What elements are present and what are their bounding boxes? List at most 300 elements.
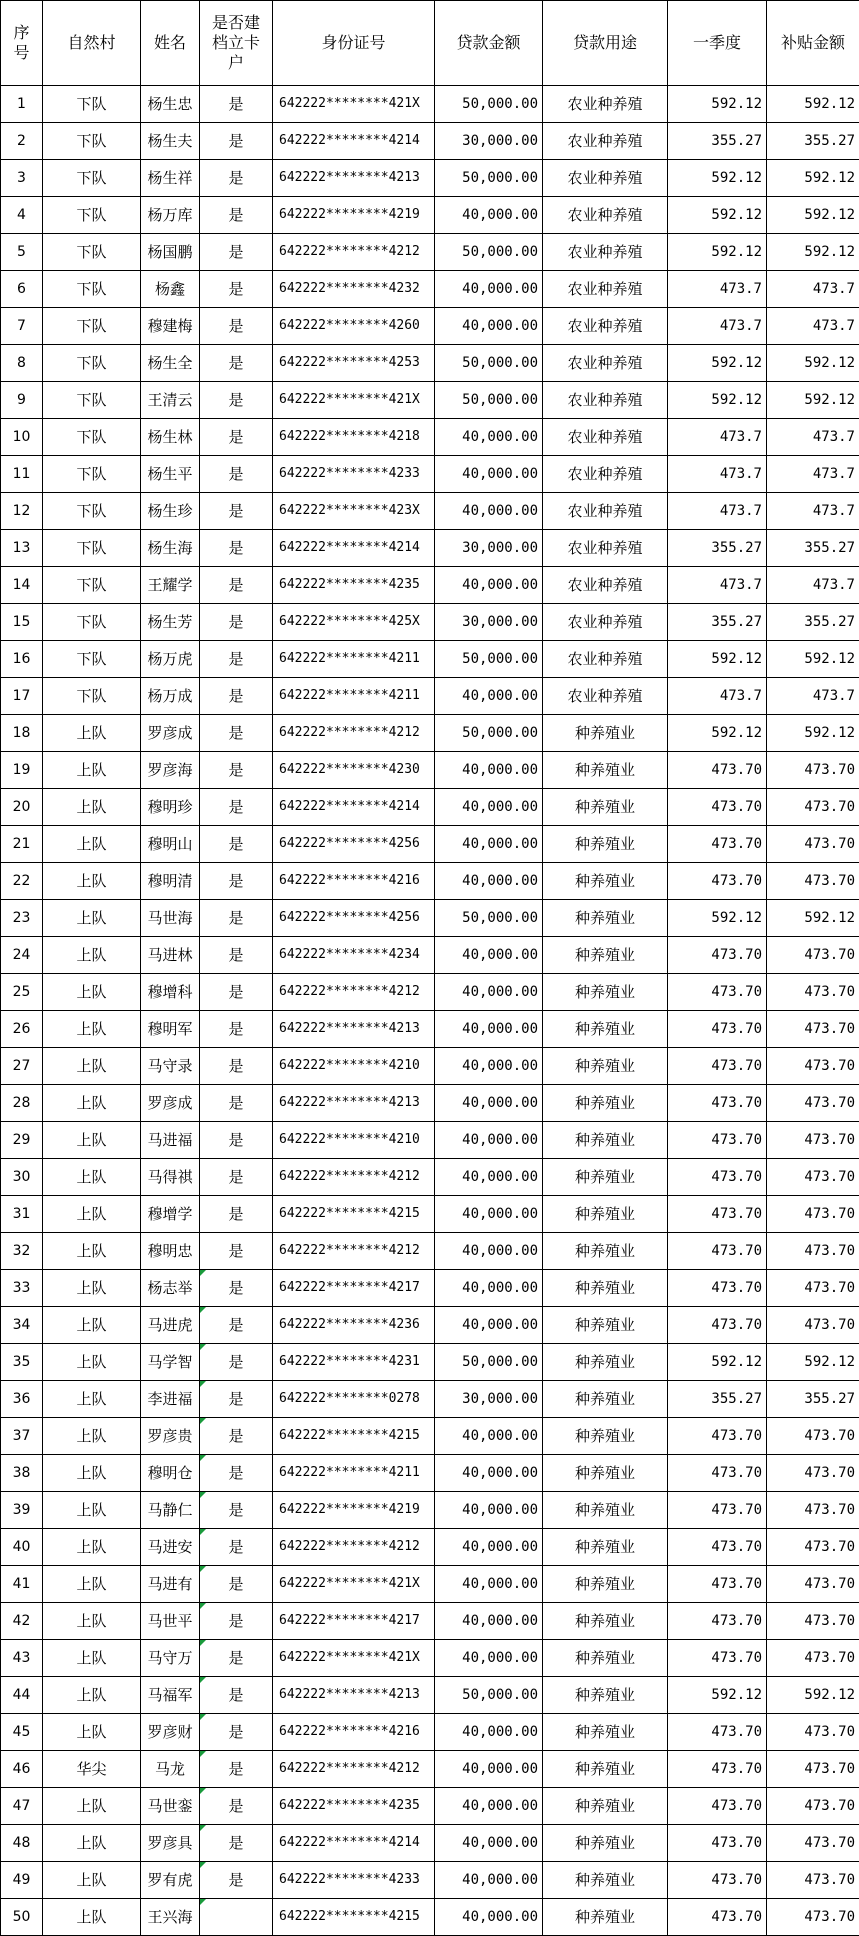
cell-first-quarter: 592.12 [668,641,767,678]
cell-loan-amount: 50,000.00 [435,86,543,123]
cell-id-number: 642222********4217 [273,1603,435,1640]
table-row [1,1011,859,1048]
cell-first-quarter: 592.12 [668,715,767,752]
table-row [1,1196,859,1233]
cell-name: 杨生忠 [141,86,200,123]
cell-loan-amount: 40,000.00 [435,1048,543,1085]
table-row [1,1048,859,1085]
table-row [1,123,859,160]
cell-loan-purpose: 种养殖业 [543,1899,668,1936]
cell-loan-purpose: 农业种养殖 [543,345,668,382]
cell-subsidy-amount: 473.70 [767,1159,859,1196]
cell-name: 杨生林 [141,419,200,456]
cell-seq: 24 [1,937,43,974]
cell-first-quarter: 355.27 [668,123,767,160]
cell-first-quarter: 473.7 [668,308,767,345]
cell-name: 杨生海 [141,530,200,567]
cell-card-holder: 是 [200,789,273,826]
cell-id-number: 642222********4212 [273,1529,435,1566]
cell-subsidy-amount: 473.70 [767,1788,859,1825]
cell-village: 上队 [43,1159,141,1196]
cell-name: 杨生平 [141,456,200,493]
cell-seq: 15 [1,604,43,641]
cell-name: 王清云 [141,382,200,419]
cell-village: 上队 [43,1603,141,1640]
cell-loan-amount: 40,000.00 [435,493,543,530]
cell-card-holder: 是 [200,1677,273,1714]
cell-seq: 49 [1,1862,43,1899]
cell-loan-amount: 30,000.00 [435,123,543,160]
table-row [1,234,859,271]
cell-card-holder: 是 [200,1862,273,1899]
cell-seq: 41 [1,1566,43,1603]
cell-seq: 17 [1,678,43,715]
cell-name: 杨国鹏 [141,234,200,271]
cell-loan-purpose: 种养殖业 [543,1529,668,1566]
cell-village: 上队 [43,1677,141,1714]
cell-loan-purpose: 种养殖业 [543,826,668,863]
cell-seq: 45 [1,1714,43,1751]
cell-first-quarter: 473.70 [668,1825,767,1862]
cell-loan-amount: 40,000.00 [435,308,543,345]
cell-first-quarter: 473.70 [668,1788,767,1825]
cell-id-number: 642222********4212 [273,1233,435,1270]
table-row [1,345,859,382]
cell-seq: 2 [1,123,43,160]
cell-id-number: 642222********4215 [273,1899,435,1936]
cell-subsidy-amount: 473.70 [767,1196,859,1233]
cell-name: 穆明山 [141,826,200,863]
cell-first-quarter: 592.12 [668,345,767,382]
cell-loan-purpose: 种养殖业 [543,1788,668,1825]
cell-village: 上队 [43,826,141,863]
table-body [1,86,859,1936]
cell-card-holder: 是 [200,530,273,567]
cell-first-quarter: 473.7 [668,456,767,493]
cell-card-holder: 是 [200,123,273,160]
cell-id-number: 642222********4214 [273,789,435,826]
cell-loan-amount: 30,000.00 [435,1381,543,1418]
cell-loan-purpose: 种养殖业 [543,1307,668,1344]
cell-name: 罗彦财 [141,1714,200,1751]
cell-subsidy-amount: 473.7 [767,567,859,604]
cell-name: 穆建梅 [141,308,200,345]
cell-subsidy-amount: 355.27 [767,604,859,641]
cell-seq: 21 [1,826,43,863]
cell-id-number: 642222********425X [273,604,435,641]
cell-subsidy-amount: 473.70 [767,1566,859,1603]
cell-name: 杨万成 [141,678,200,715]
header-name: 姓名 [141,1,200,86]
cell-id-number: 642222********4212 [273,974,435,1011]
cell-name: 杨生珍 [141,493,200,530]
cell-id-number: 642222********4235 [273,567,435,604]
cell-loan-purpose: 种养殖业 [543,937,668,974]
cell-loan-purpose: 农业种养殖 [543,493,668,530]
cell-loan-purpose: 种养殖业 [543,1751,668,1788]
table-row [1,1603,859,1640]
cell-card-holder: 是 [200,1603,273,1640]
cell-first-quarter: 473.70 [668,1196,767,1233]
cell-village: 上队 [43,1788,141,1825]
cell-seq: 26 [1,1011,43,1048]
cell-name: 罗彦成 [141,715,200,752]
cell-subsidy-amount: 473.70 [767,1270,859,1307]
cell-village: 华尖 [43,1751,141,1788]
cell-card-holder: 是 [200,1492,273,1529]
cell-village: 上队 [43,1862,141,1899]
cell-name: 罗彦成 [141,1085,200,1122]
cell-card-holder: 是 [200,1011,273,1048]
cell-loan-amount: 40,000.00 [435,1640,543,1677]
cell-loan-purpose: 农业种养殖 [543,308,668,345]
cell-id-number: 642222********4213 [273,1677,435,1714]
cell-loan-purpose: 种养殖业 [543,1159,668,1196]
table-row [1,1788,859,1825]
cell-first-quarter: 592.12 [668,197,767,234]
cell-loan-purpose: 种养殖业 [543,1603,668,1640]
cell-name: 马静仁 [141,1492,200,1529]
cell-subsidy-amount: 473.7 [767,456,859,493]
cell-loan-amount: 40,000.00 [435,1233,543,1270]
cell-village: 下队 [43,382,141,419]
cell-first-quarter: 473.70 [668,1085,767,1122]
cell-village: 下队 [43,123,141,160]
cell-loan-amount: 40,000.00 [435,1825,543,1862]
cell-loan-purpose: 农业种养殖 [543,197,668,234]
cell-card-holder: 是 [200,86,273,123]
cell-card-holder: 是 [200,604,273,641]
cell-card-holder: 是 [200,1122,273,1159]
cell-loan-amount: 40,000.00 [435,1788,543,1825]
cell-name: 杨生芳 [141,604,200,641]
table-row [1,271,859,308]
table-row [1,1566,859,1603]
table-row [1,1085,859,1122]
cell-seq: 8 [1,345,43,382]
cell-name: 杨万虎 [141,641,200,678]
cell-id-number: 642222********4213 [273,160,435,197]
table-row [1,567,859,604]
cell-card-holder: 是 [200,937,273,974]
cell-card-holder: 是 [200,641,273,678]
cell-card-holder: 是 [200,197,273,234]
cell-subsidy-amount: 473.7 [767,678,859,715]
cell-loan-purpose: 种养殖业 [543,789,668,826]
cell-card-holder: 是 [200,1825,273,1862]
cell-loan-purpose: 种养殖业 [543,1566,668,1603]
cell-seq: 30 [1,1159,43,1196]
cell-seq: 19 [1,752,43,789]
cell-village: 下队 [43,160,141,197]
cell-first-quarter: 592.12 [668,1677,767,1714]
table-row [1,1529,859,1566]
cell-loan-amount: 40,000.00 [435,937,543,974]
cell-name: 穆明清 [141,863,200,900]
table-row [1,530,859,567]
table-row [1,974,859,1011]
table-row [1,1122,859,1159]
cell-subsidy-amount: 355.27 [767,530,859,567]
cell-loan-purpose: 种养殖业 [543,974,668,1011]
cell-name: 王兴海 [141,1899,200,1936]
cell-name: 穆增学 [141,1196,200,1233]
cell-village: 上队 [43,1196,141,1233]
cell-seq: 50 [1,1899,43,1936]
table-row [1,863,859,900]
header-village: 自然村 [43,1,141,86]
cell-id-number: 642222********4211 [273,641,435,678]
cell-card-holder: 是 [200,456,273,493]
cell-first-quarter: 473.70 [668,937,767,974]
cell-loan-purpose: 农业种养殖 [543,604,668,641]
cell-name: 杨生祥 [141,160,200,197]
cell-card-holder: 是 [200,1529,273,1566]
cell-loan-amount: 40,000.00 [435,678,543,715]
cell-id-number: 642222********4230 [273,752,435,789]
cell-first-quarter: 473.70 [668,826,767,863]
table-row [1,641,859,678]
cell-card-holder: 是 [200,900,273,937]
cell-loan-amount: 40,000.00 [435,1529,543,1566]
cell-village: 上队 [43,1233,141,1270]
cell-id-number: 642222********4210 [273,1122,435,1159]
cell-loan-amount: 40,000.00 [435,1714,543,1751]
table-row [1,826,859,863]
cell-card-holder: 是 [200,1455,273,1492]
cell-name: 罗彦具 [141,1825,200,1862]
cell-first-quarter: 592.12 [668,900,767,937]
cell-subsidy-amount: 473.70 [767,1529,859,1566]
cell-first-quarter: 592.12 [668,382,767,419]
cell-subsidy-amount: 592.12 [767,382,859,419]
cell-first-quarter: 473.70 [668,1603,767,1640]
cell-card-holder: 是 [200,1714,273,1751]
cell-name: 李进福 [141,1381,200,1418]
table-row [1,789,859,826]
table-row [1,1344,859,1381]
cell-seq: 5 [1,234,43,271]
cell-subsidy-amount: 592.12 [767,641,859,678]
cell-subsidy-amount: 355.27 [767,123,859,160]
cell-first-quarter: 473.70 [668,1455,767,1492]
cell-loan-purpose: 种养殖业 [543,900,668,937]
table-row [1,1714,859,1751]
cell-first-quarter: 592.12 [668,234,767,271]
cell-village: 上队 [43,752,141,789]
header-seq: 序号 [1,1,43,86]
cell-loan-amount: 40,000.00 [435,863,543,900]
table-row [1,752,859,789]
cell-first-quarter: 473.7 [668,271,767,308]
cell-loan-purpose: 种养殖业 [543,1085,668,1122]
cell-subsidy-amount: 473.70 [767,1751,859,1788]
cell-loan-amount: 40,000.00 [435,271,543,308]
cell-seq: 12 [1,493,43,530]
cell-seq: 29 [1,1122,43,1159]
cell-loan-amount: 40,000.00 [435,826,543,863]
cell-loan-amount: 40,000.00 [435,1862,543,1899]
cell-village: 上队 [43,1344,141,1381]
cell-seq: 18 [1,715,43,752]
cell-card-holder: 是 [200,826,273,863]
cell-card-holder: 是 [200,1381,273,1418]
cell-id-number: 642222********423X [273,493,435,530]
cell-village: 下队 [43,86,141,123]
cell-seq: 34 [1,1307,43,1344]
cell-subsidy-amount: 473.70 [767,1418,859,1455]
cell-loan-amount: 50,000.00 [435,160,543,197]
cell-loan-amount: 40,000.00 [435,1085,543,1122]
cell-card-holder: 是 [200,345,273,382]
cell-first-quarter: 473.70 [668,1899,767,1936]
cell-first-quarter: 473.70 [668,863,767,900]
cell-first-quarter: 592.12 [668,86,767,123]
cell-loan-purpose: 农业种养殖 [543,567,668,604]
cell-name: 马守录 [141,1048,200,1085]
cell-first-quarter: 355.27 [668,1381,767,1418]
cell-loan-purpose: 种养殖业 [543,1270,668,1307]
cell-loan-amount: 50,000.00 [435,900,543,937]
cell-subsidy-amount: 473.7 [767,493,859,530]
cell-subsidy-amount: 592.12 [767,345,859,382]
cell-seq: 6 [1,271,43,308]
cell-first-quarter: 473.70 [668,1751,767,1788]
cell-name: 马世銮 [141,1788,200,1825]
cell-card-holder [200,1899,273,1936]
cell-id-number: 642222********4214 [273,123,435,160]
cell-loan-purpose: 种养殖业 [543,1122,668,1159]
cell-village: 上队 [43,900,141,937]
cell-loan-purpose: 农业种养殖 [543,123,668,160]
cell-village: 上队 [43,1899,141,1936]
cell-seq: 27 [1,1048,43,1085]
table-row [1,900,859,937]
table-row [1,1418,859,1455]
cell-seq: 4 [1,197,43,234]
cell-subsidy-amount: 473.70 [767,789,859,826]
cell-name: 马福军 [141,1677,200,1714]
cell-loan-purpose: 种养殖业 [543,1677,668,1714]
cell-first-quarter: 473.70 [668,1270,767,1307]
cell-loan-amount: 40,000.00 [435,419,543,456]
cell-subsidy-amount: 473.70 [767,1640,859,1677]
cell-seq: 35 [1,1344,43,1381]
table-row [1,937,859,974]
cell-card-holder: 是 [200,271,273,308]
cell-card-holder: 是 [200,160,273,197]
header-card-holder: 是否建档立卡户 [200,1,273,86]
cell-name: 马守万 [141,1640,200,1677]
cell-loan-purpose: 农业种养殖 [543,271,668,308]
cell-village: 上队 [43,1714,141,1751]
cell-card-holder: 是 [200,493,273,530]
cell-name: 马世平 [141,1603,200,1640]
cell-name: 马进有 [141,1566,200,1603]
cell-id-number: 642222********4253 [273,345,435,382]
cell-loan-amount: 40,000.00 [435,1307,543,1344]
cell-name: 穆明珍 [141,789,200,826]
cell-name: 杨生全 [141,345,200,382]
cell-seq: 13 [1,530,43,567]
cell-id-number: 642222********4213 [273,1085,435,1122]
cell-subsidy-amount: 592.12 [767,160,859,197]
cell-village: 上队 [43,1566,141,1603]
cell-card-holder: 是 [200,1196,273,1233]
cell-name: 马进福 [141,1122,200,1159]
cell-id-number: 642222********4219 [273,1492,435,1529]
cell-loan-amount: 40,000.00 [435,1566,543,1603]
cell-first-quarter: 355.27 [668,530,767,567]
cell-loan-amount: 40,000.00 [435,1899,543,1936]
cell-first-quarter: 473.7 [668,493,767,530]
cell-card-holder: 是 [200,382,273,419]
cell-loan-amount: 40,000.00 [435,974,543,1011]
cell-loan-amount: 40,000.00 [435,1751,543,1788]
cell-id-number: 642222********4235 [273,1788,435,1825]
cell-first-quarter: 473.7 [668,419,767,456]
cell-village: 上队 [43,1270,141,1307]
cell-subsidy-amount: 473.70 [767,1899,859,1936]
cell-subsidy-amount: 473.70 [767,1714,859,1751]
cell-loan-amount: 40,000.00 [435,1455,543,1492]
cell-loan-amount: 50,000.00 [435,382,543,419]
cell-card-holder: 是 [200,678,273,715]
cell-loan-amount: 40,000.00 [435,1122,543,1159]
cell-name: 穆明仓 [141,1455,200,1492]
cell-village: 下队 [43,197,141,234]
cell-loan-purpose: 种养殖业 [543,1233,668,1270]
cell-first-quarter: 592.12 [668,1344,767,1381]
cell-id-number: 642222********4211 [273,678,435,715]
cell-village: 上队 [43,1122,141,1159]
cell-first-quarter: 473.70 [668,1011,767,1048]
cell-id-number: 642222********4231 [273,1344,435,1381]
table-row [1,1677,859,1714]
cell-village: 下队 [43,567,141,604]
cell-village: 上队 [43,1492,141,1529]
cell-id-number: 642222********4233 [273,456,435,493]
cell-loan-purpose: 种养殖业 [543,1455,668,1492]
cell-name: 杨万库 [141,197,200,234]
cell-loan-purpose: 种养殖业 [543,863,668,900]
cell-seq: 46 [1,1751,43,1788]
cell-subsidy-amount: 592.12 [767,715,859,752]
cell-seq: 43 [1,1640,43,1677]
cell-loan-purpose: 农业种养殖 [543,456,668,493]
cell-name: 罗彦海 [141,752,200,789]
table-row [1,493,859,530]
cell-name: 马进虎 [141,1307,200,1344]
cell-subsidy-amount: 592.12 [767,1344,859,1381]
table-row [1,1492,859,1529]
cell-village: 下队 [43,456,141,493]
cell-seq: 25 [1,974,43,1011]
table-row [1,86,859,123]
cell-card-holder: 是 [200,1751,273,1788]
cell-first-quarter: 473.70 [668,752,767,789]
cell-id-number: 642222********4236 [273,1307,435,1344]
table-row [1,1381,859,1418]
header-row [1,1,859,86]
cell-village: 上队 [43,1455,141,1492]
table-row [1,1233,859,1270]
cell-id-number: 642222********4234 [273,937,435,974]
cell-loan-purpose: 农业种养殖 [543,234,668,271]
cell-seq: 47 [1,1788,43,1825]
cell-loan-purpose: 农业种养殖 [543,160,668,197]
cell-first-quarter: 473.70 [668,1122,767,1159]
